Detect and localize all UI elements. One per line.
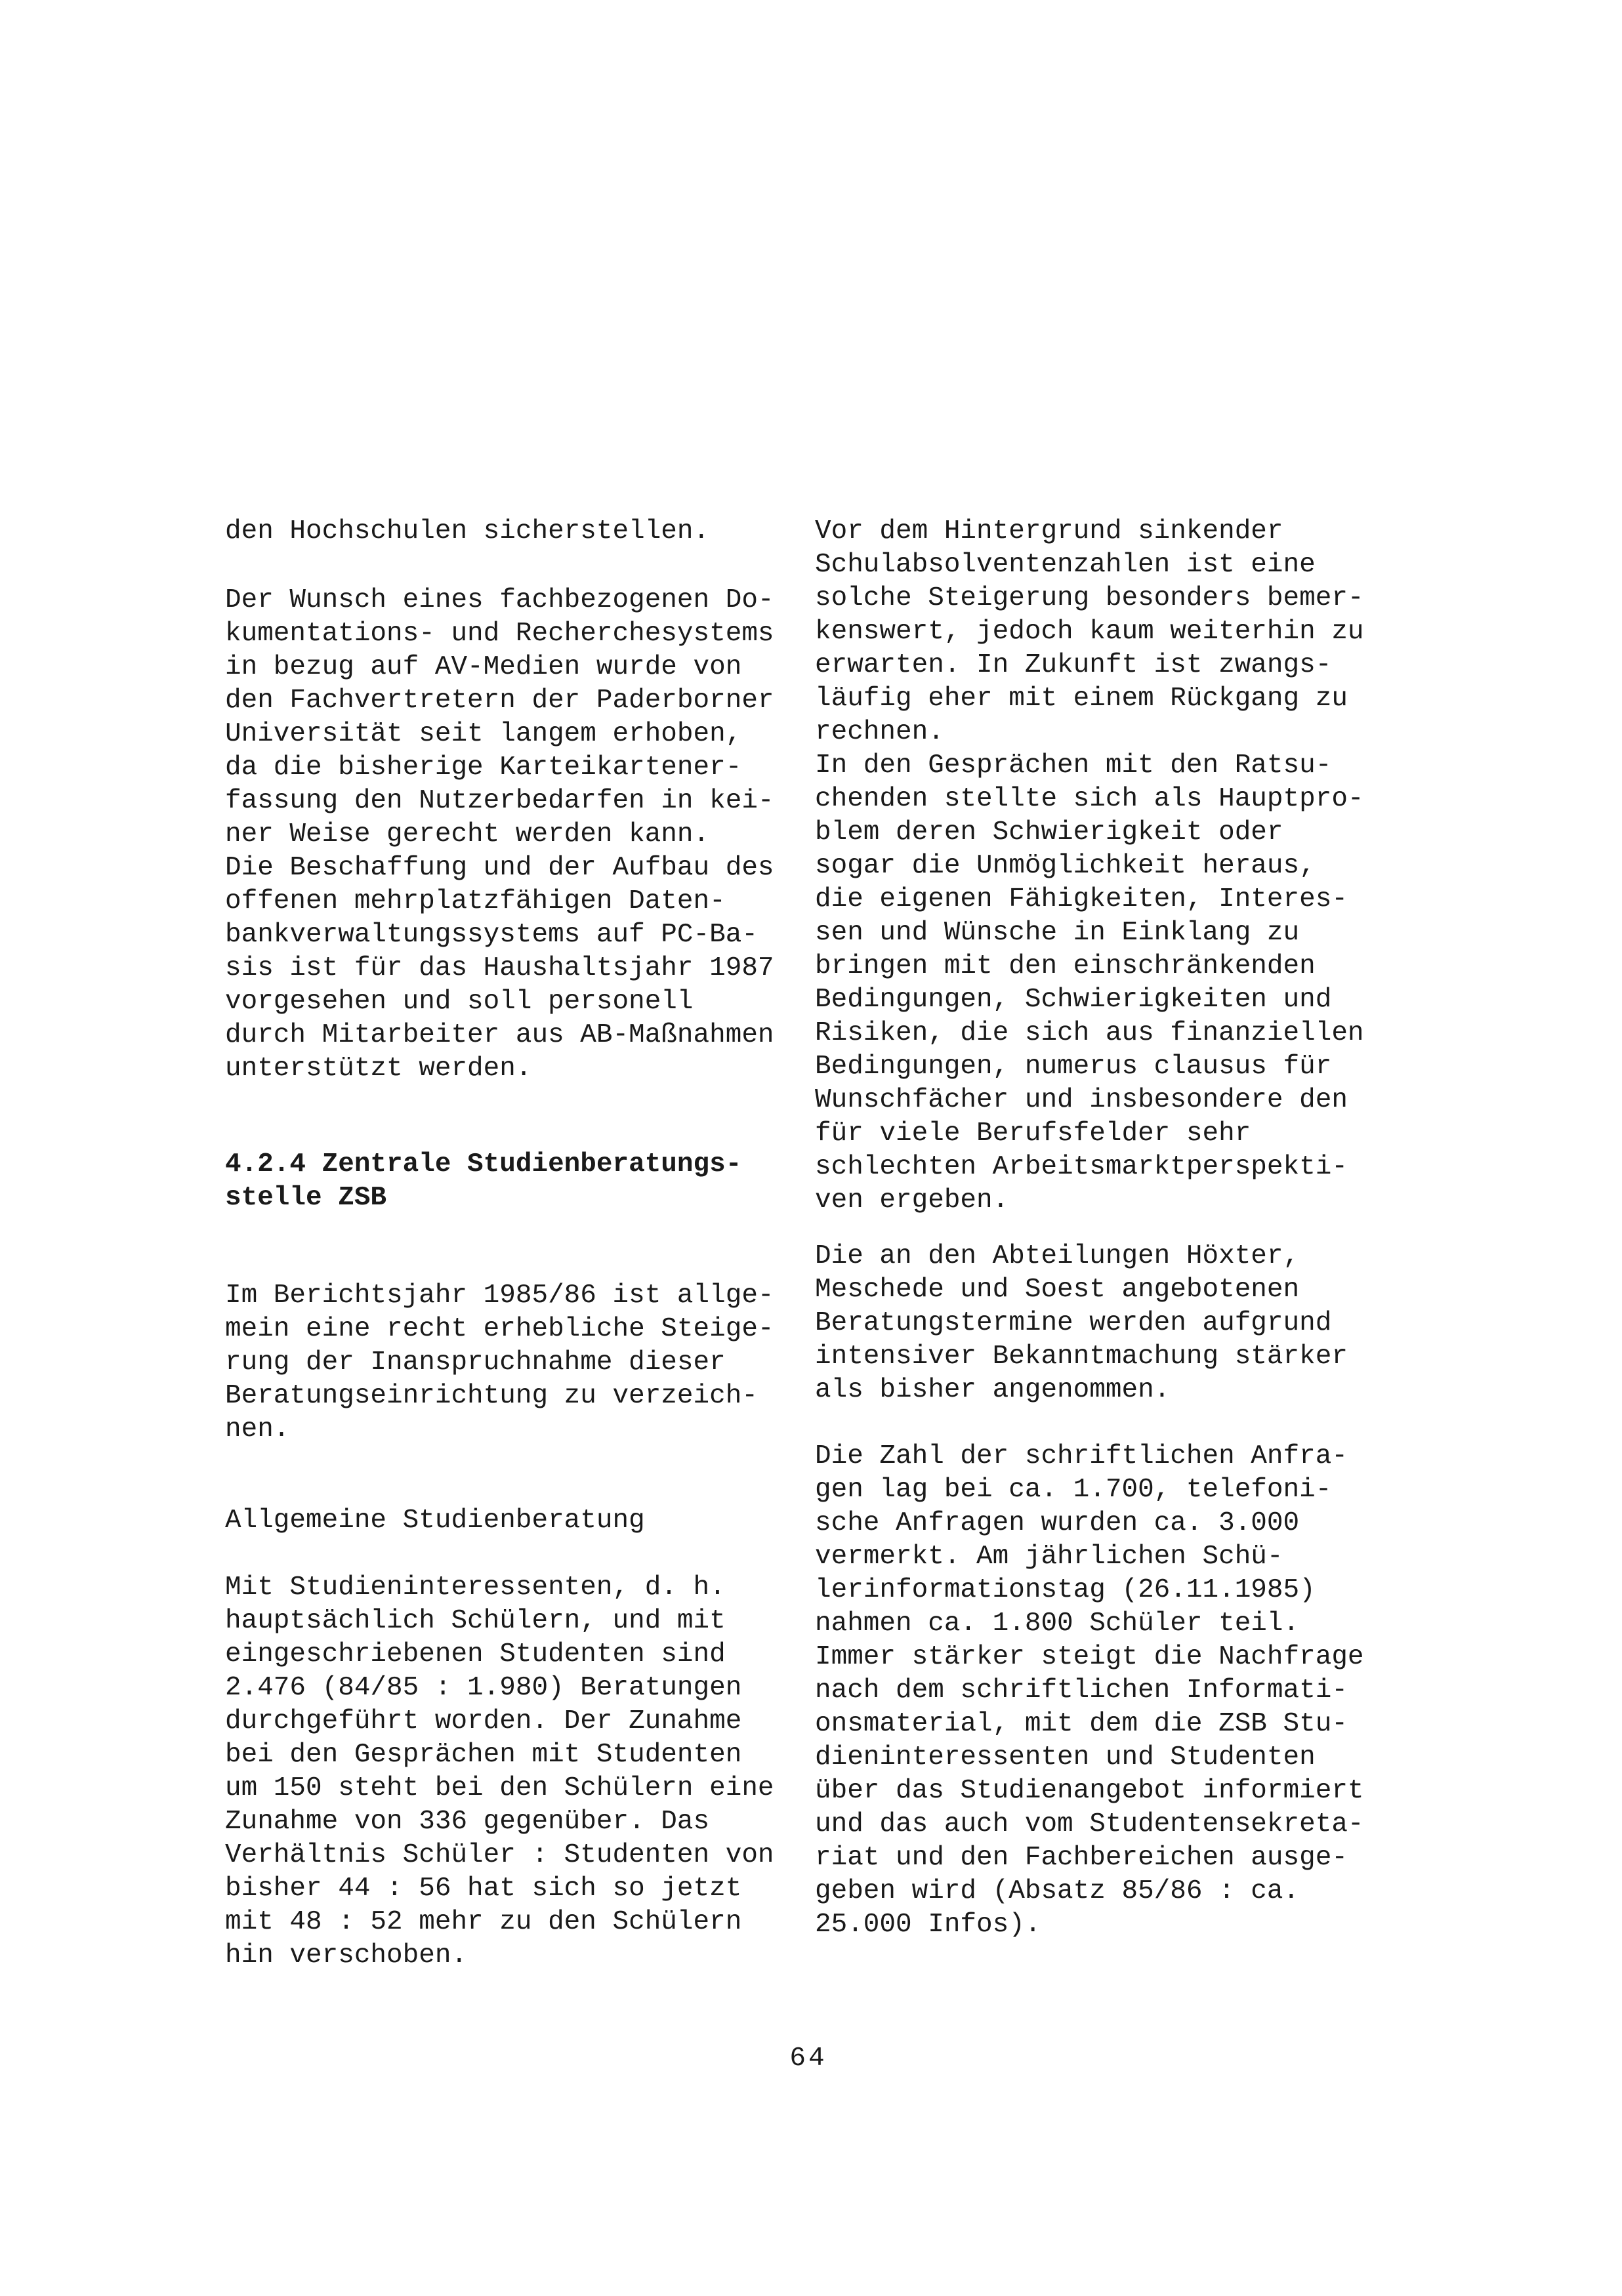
text-line: lerinformationstag (26.11.1985) — [815, 1575, 1316, 1605]
paragraph-anfragen — [815, 1440, 1392, 1942]
text-line: als bisher angenommen. — [815, 1375, 1171, 1405]
paragraph-berichtsjahr — [225, 1279, 802, 1446]
text-line: Meschede und Soest angebotenen — [815, 1275, 1300, 1305]
text-line: kenswert, jedoch kaum weiterhin zu — [815, 617, 1364, 647]
text-line: durch Mitarbeiter aus AB-Maßnahmen — [225, 1020, 774, 1050]
text-line: sche Anfragen wurden ca. 3.000 — [815, 1508, 1300, 1538]
text-line: eingeschriebenen Studenten sind — [225, 1639, 726, 1670]
text-line: Schulabsolventenzahlen ist eine — [815, 550, 1316, 580]
paragraph-studieninteressenten — [225, 1571, 802, 1973]
text-line: Mit Studieninteressenten, d. h. — [225, 1572, 726, 1603]
text-line: hauptsächlich Schülern, und mit — [225, 1606, 726, 1636]
text-line: sogar die Unmöglichkeit heraus, — [815, 851, 1316, 881]
text-line: fassung den Nutzerbedarfen in kei- — [225, 786, 774, 816]
text-line: Der Wunsch eines fachbezogenen Do- — [225, 585, 774, 615]
text-line: sis ist für das Haushaltsjahr 1987 — [225, 953, 774, 983]
heading-line: 4.2.4 Zentrale Studienberatungs- — [225, 1149, 742, 1179]
text-line: ner Weise gerecht werden kann. — [225, 819, 710, 850]
text-line: ven ergeben. — [815, 1185, 1009, 1216]
text-line: Wunschfächer und insbesondere den — [815, 1085, 1348, 1115]
text-line: vermerkt. Am jährlichen Schü- — [815, 1542, 1283, 1572]
text-line: hin verschoben. — [225, 1940, 468, 1971]
text-line: die eigenen Fähigkeiten, Interes- — [815, 884, 1348, 914]
text-line: blem deren Schwierigkeit oder — [815, 817, 1283, 848]
text-line: Beratungstermine werden aufgrund — [815, 1308, 1332, 1338]
text-line: für viele Berufsfelder sehr — [815, 1118, 1251, 1149]
intro-continuation — [225, 515, 802, 548]
text-line: Vor dem Hintergrund sinkender — [815, 516, 1283, 546]
subheading-line: Allgemeine Studienberatung — [225, 1506, 645, 1536]
text-line: über das Studienangebot informiert — [815, 1776, 1364, 1806]
paragraph-abteilungen — [815, 1240, 1392, 1407]
text-line: in bezug auf AV-Medien wurde von — [225, 652, 742, 682]
text-line: da die bisherige Karteikartener- — [225, 752, 742, 783]
text-line: läufig eher mit einem Rückgang zu — [815, 684, 1348, 714]
paragraph-hintergrund — [815, 515, 1392, 1218]
section-heading — [225, 1148, 802, 1215]
text-line: geben wird (Absatz 85/86 : ca. — [815, 1876, 1300, 1906]
text-line: offenen mehrplatzfähigen Daten- — [225, 886, 726, 916]
text-line: den Fachvertretern der Paderborner — [225, 686, 774, 716]
text-line: den Hochschulen sicherstellen. — [225, 516, 710, 546]
text-line: gen lag bei ca. 1.700, telefoni- — [815, 1475, 1332, 1505]
text-line: durchgeführt worden. Der Zunahme — [225, 1706, 742, 1736]
text-line: Bedingungen, Schwierigkeiten und — [815, 985, 1332, 1015]
text-line: riat und den Fachbereichen ausge- — [815, 1843, 1348, 1873]
text-line: nach dem schriftlichen Informati- — [815, 1675, 1348, 1706]
page-number: 64 — [789, 2043, 827, 2074]
text-line: dieninteressenten und Studenten — [815, 1742, 1316, 1773]
text-line: bringen mit den einschränkenden — [815, 951, 1316, 981]
text-line: vorgesehen und soll personell — [225, 987, 694, 1017]
text-line: Bedingungen, numerus clausus für — [815, 1052, 1332, 1082]
text-line: solche Steigerung besonders bemer- — [815, 583, 1364, 613]
text-line: intensiver Bekanntmachung stärker — [815, 1342, 1348, 1372]
text-line: Zunahme von 336 gegenüber. Das — [225, 1807, 710, 1837]
text-line: Beratungseinrichtung zu verzeich- — [225, 1381, 758, 1411]
text-line: bei den Gesprächen mit Studenten — [225, 1740, 742, 1770]
subheading — [225, 1504, 802, 1538]
text-line: mit 48 : 52 mehr zu den Schülern — [225, 1907, 742, 1937]
text-line: bisher 44 : 56 hat sich so jetzt — [225, 1874, 742, 1904]
text-line: rechnen. — [815, 717, 944, 747]
text-line: bankverwaltungssystems auf PC-Ba- — [225, 920, 758, 950]
text-line: kumentations- und Recherchesystems — [225, 619, 774, 649]
text-line: 25.000 Infos). — [815, 1910, 1041, 1940]
text-line: nen. — [225, 1414, 290, 1445]
text-line: um 150 steht bei den Schülern eine — [225, 1773, 774, 1803]
paragraph-av-medien — [225, 584, 802, 1086]
text-line: Im Berichtsjahr 1985/86 ist allge- — [225, 1281, 774, 1311]
text-line: 2.476 (84/85 : 1.980) Beratungen — [225, 1673, 742, 1703]
text-line: rung der Inanspruchnahme dieser — [225, 1347, 726, 1378]
text-line: Die an den Abteilungen Höxter, — [815, 1241, 1300, 1271]
text-line: erwarten. In Zukunft ist zwangs- — [815, 650, 1332, 680]
text-line: chenden stellte sich als Hauptpro- — [815, 784, 1364, 814]
text-line: nahmen ca. 1.800 Schüler teil. — [815, 1609, 1300, 1639]
text-line: Risiken, die sich aus finanziellen — [815, 1018, 1364, 1048]
text-line: Verhältnis Schüler : Studenten von — [225, 1840, 774, 1870]
text-line: Immer stärker steigt die Nachfrage — [815, 1642, 1364, 1672]
heading-line: stelle ZSB — [225, 1183, 387, 1213]
text-line: unterstützt werden. — [225, 1054, 532, 1084]
text-line: onsmaterial, mit dem die ZSB Stu- — [815, 1709, 1348, 1739]
text-line: Universität seit langem erhoben, — [225, 719, 742, 749]
text-line: und das auch vom Studentensekreta- — [815, 1809, 1364, 1839]
text-line: mein eine recht erhebliche Steige- — [225, 1314, 774, 1344]
text-line: In den Gesprächen mit den Ratsu- — [815, 750, 1332, 781]
text-line: sen und Wünsche in Einklang zu — [815, 918, 1300, 948]
text-line: schlechten Arbeitsmarktperspekti- — [815, 1152, 1348, 1182]
text-line: Die Beschaffung und der Aufbau des — [225, 853, 774, 883]
text-line: Die Zahl der schriftlichen Anfra- — [815, 1441, 1348, 1471]
